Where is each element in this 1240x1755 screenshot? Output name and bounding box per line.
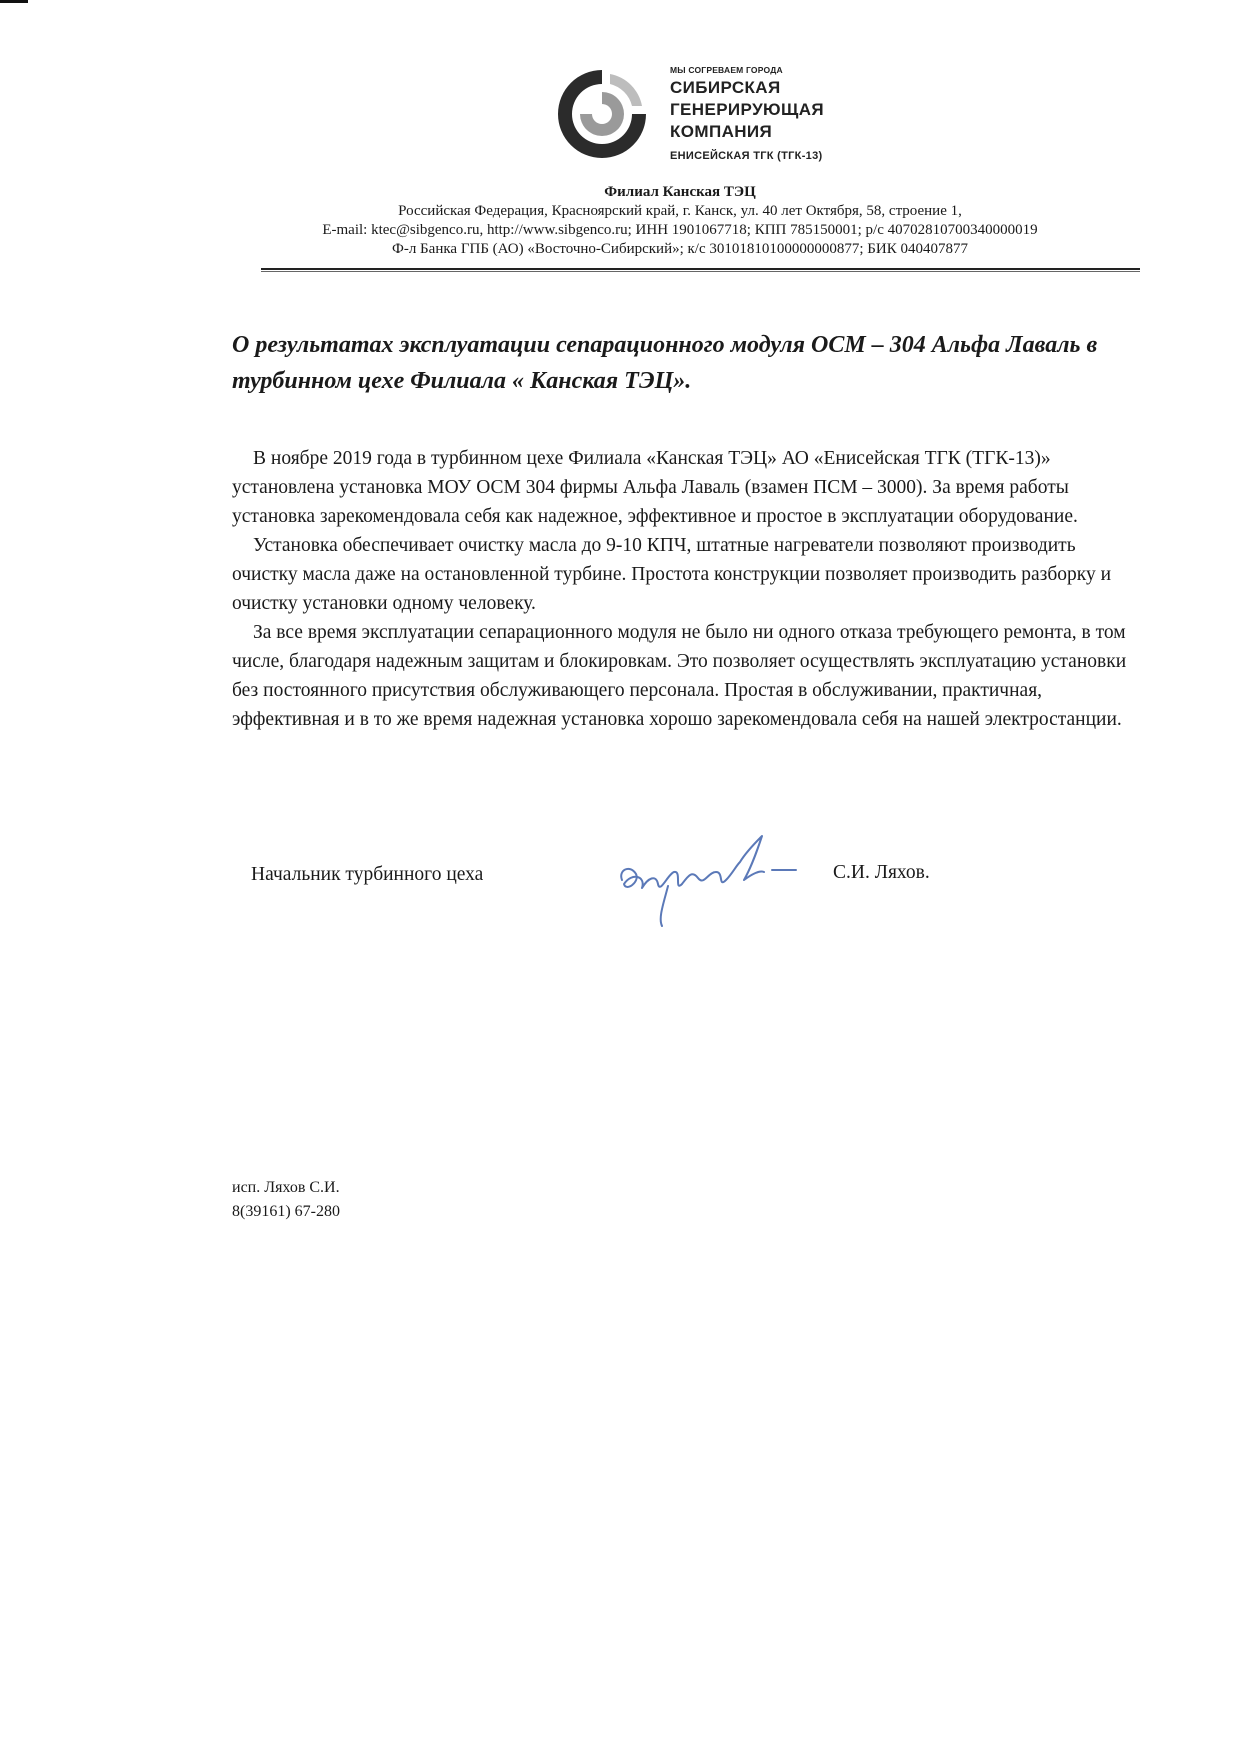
scan-edge-mark (0, 0, 28, 3)
signatory-role: Начальник турбинного цеха (251, 864, 484, 885)
document-title: О результатах эксплуатации сепарационного модуля ОСМ – 304 Альфа Лаваль в турбинном цехе Филиала « Канская ТЭЦ». (232, 332, 1098, 394)
body-paragraph-1: В ноябре 2019 года в турбинном цехе Филиала «Канская ТЭЦ» АО «Енисейская ТГК (ТГК-13)» установлена установка МОУ ОСМ 304 фирмы Альфа Лаваль (взамен ПСМ – 3000). За время работы установка зарекомендовала себя как надежное, эффективное и простое в эксплуатации оборудование. (232, 448, 1078, 527)
company-emblem-icon (552, 64, 652, 164)
letterhead (240, 183, 1120, 259)
executor-block (232, 1176, 340, 1224)
company-logo (552, 62, 852, 172)
signatory-name: С.И. Ляхов. (833, 862, 930, 883)
document-body (232, 444, 1144, 734)
logo-slogan: МЫ СОГРЕВАЕМ ГОРОДА (670, 65, 783, 75)
letterhead-divider (261, 268, 1140, 270)
company-logo-text (670, 62, 824, 162)
executor-label: исп. Ляхов С.И. (232, 1179, 340, 1196)
body-paragraph-3: За все время эксплуатации сепарационного модуля не было ни одного отказа требующего ремонта, в том числе, благодаря надежным защитам и блокировкам. Это позволяет осуществлять эксплуатацию установки без постоянного присутствия обслуживающего персонала. Простая в обслуживании, практичная, эффективная и в то же время надежная установка хорошо зарекомендовала себя на нашей электростанции. (232, 622, 1127, 730)
logo-subsidiary: ЕНИСЕЙСКАЯ ТГК (ТГК-13) (670, 150, 823, 162)
branch-bank-details: Ф-л Банка ГПБ (АО) «Восточно-Сибирский»; к/с 30101810100000000877; БИК 040407877 (391, 241, 969, 257)
executor-phone: 8(39161) 67-280 (232, 1203, 340, 1220)
branch-name: Филиал Канская ТЭЦ (604, 184, 756, 200)
logo-name-line-2: ГЕНЕРИРУЮЩАЯ (670, 100, 824, 119)
handwritten-signature (612, 822, 802, 932)
branch-contacts: E-mail: ktec@sibgenco.ru, http://www.sibgenco.ru; ИНН 1901067718; КПП 785150001; р/с 40702810700340000019 (322, 222, 1038, 238)
logo-name-line-1: СИБИРСКАЯ (670, 78, 781, 97)
branch-address: Российская Федерация, Красноярский край, г. Канск, ул. 40 лет Октября, 58, строение 1, (398, 203, 962, 219)
letterhead-divider-thin (261, 271, 1140, 272)
logo-name-line-3: КОМПАНИЯ (670, 122, 773, 141)
body-paragraph-2: Установка обеспечивает очистку масла до 9-10 КПЧ, штатные нагреватели позволяют производить очистку масла даже на остановленной турбине. Простота конструкции позволяет производить разборку и очистку установки одному человеку. (232, 535, 1112, 614)
